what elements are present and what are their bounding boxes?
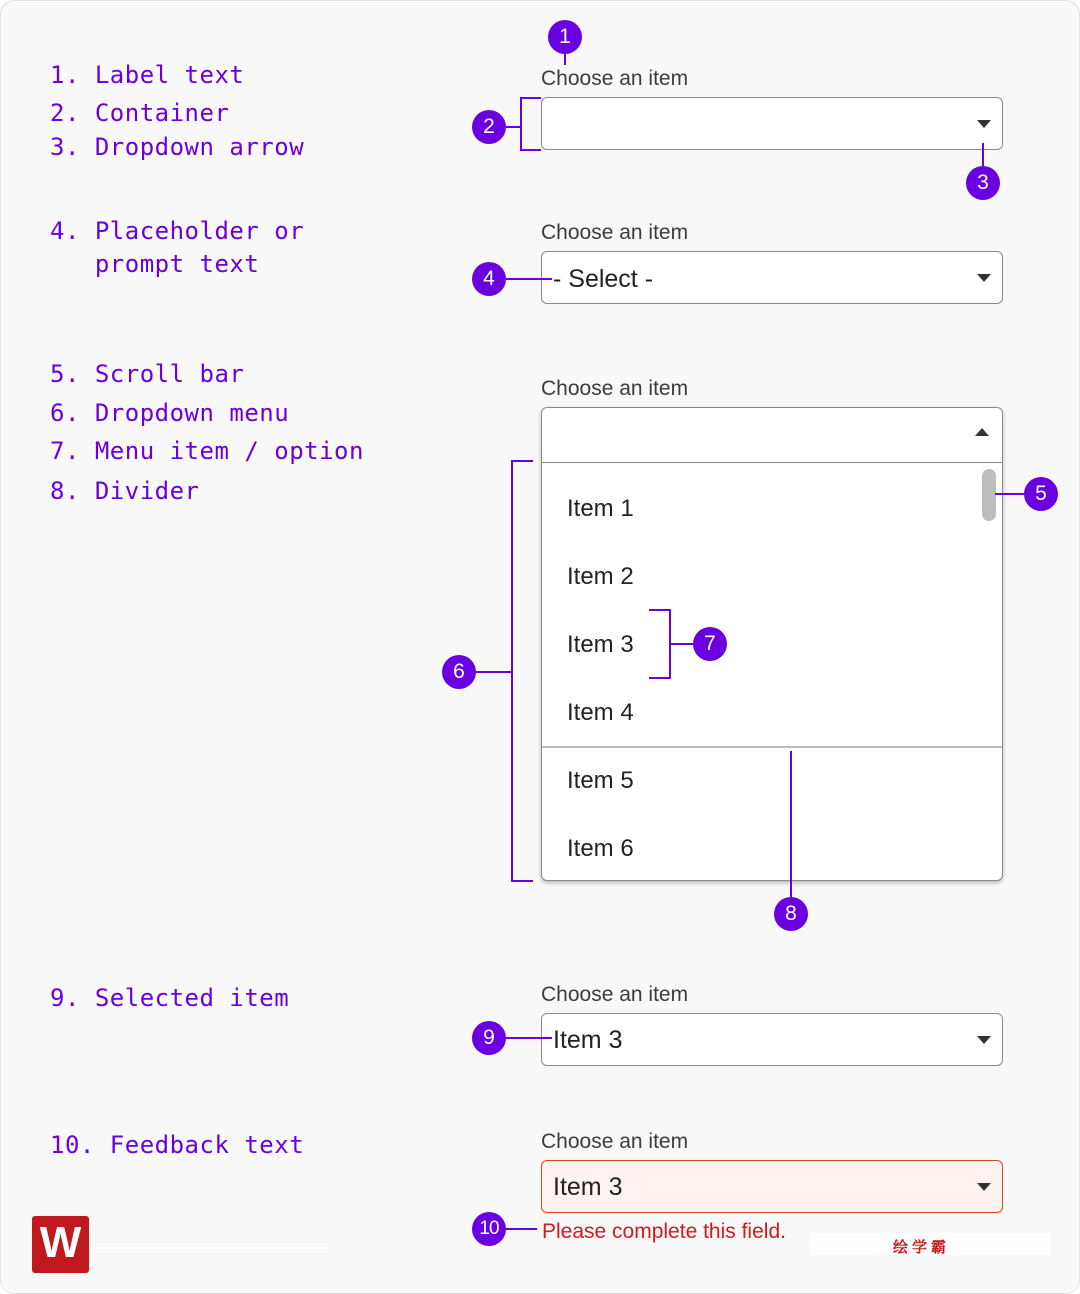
- callout-4: 4: [472, 262, 506, 296]
- callout-1: 1: [548, 20, 582, 54]
- dropdown-arrow-icon: [977, 1036, 991, 1044]
- menu-item-5[interactable]: Item 5: [567, 767, 634, 794]
- dropdown-arrow-up-icon: [975, 428, 989, 436]
- watermark-rule-left: [96, 1247, 329, 1249]
- field-label-4: Choose an item: [541, 983, 689, 1006]
- callout-8: 8: [774, 897, 808, 931]
- callout-6-bracket: [511, 460, 513, 882]
- feedback-text: Please complete this field.: [542, 1220, 786, 1243]
- dropdown-arrow-icon: [977, 120, 991, 128]
- dropdown-error[interactable]: [541, 1160, 1003, 1213]
- dropdown-open-header[interactable]: [542, 408, 1002, 463]
- error-item-text: Item 3: [553, 1173, 623, 1201]
- callout-9-leader: [506, 1037, 552, 1039]
- callout-2-bracket-top: [520, 97, 541, 99]
- dropdown-menu: [541, 407, 1003, 881]
- callout-8-leader: [790, 751, 792, 897]
- scroll-bar[interactable]: [982, 469, 996, 521]
- dropdown-selected[interactable]: [541, 1013, 1003, 1066]
- callout-7-bracket: [669, 609, 671, 679]
- watermark-logo-letter: W: [39, 1218, 82, 1267]
- legend-dropdown-arrow: 3. Dropdown arrow: [50, 133, 305, 161]
- callout-6-bracket-top: [511, 460, 533, 462]
- callout-3-leader: [982, 143, 984, 166]
- field-label-1: Choose an item: [541, 67, 689, 90]
- menu-divider: [542, 746, 1002, 748]
- callout-6-leader: [476, 671, 511, 673]
- callout-7: 7: [693, 627, 727, 661]
- callout-5: 5: [1024, 477, 1058, 511]
- field-label-2: Choose an item: [541, 221, 689, 244]
- field-label-3: Choose an item: [541, 377, 689, 400]
- callout-1-leader: [564, 54, 566, 65]
- callout-10: 10: [472, 1212, 506, 1246]
- watermark-badge: 绘学霸: [893, 1239, 951, 1256]
- callout-3: 3: [966, 166, 1000, 200]
- callout-6-bracket-bottom: [511, 880, 533, 882]
- legend-menu-item: 7. Menu item / option: [50, 437, 364, 465]
- callout-2: 2: [472, 110, 506, 144]
- dropdown-arrow-icon: [977, 274, 991, 282]
- legend-feedback-text: 10. Feedback text: [50, 1131, 305, 1159]
- menu-item-6[interactable]: Item 6: [567, 835, 634, 862]
- callout-6: 6: [442, 655, 476, 689]
- callout-7-bracket-top: [649, 609, 670, 611]
- callout-2-bracket-bottom: [520, 149, 541, 151]
- callout-7-bracket-bottom: [649, 677, 670, 679]
- watermark-logo: [32, 1216, 89, 1273]
- dropdown-placeholder[interactable]: [541, 251, 1003, 304]
- dropdown-arrow-icon: [977, 1183, 991, 1191]
- menu-item-1[interactable]: Item 1: [567, 495, 634, 522]
- callout-7-leader: [669, 643, 693, 645]
- selected-item-text: Item 3: [553, 1026, 623, 1054]
- callout-5-leader: [995, 493, 1024, 495]
- legend-container: 2. Container: [50, 99, 230, 127]
- menu-item-4[interactable]: Item 4: [567, 699, 634, 726]
- menu-item-2[interactable]: Item 2: [567, 563, 634, 590]
- field-label-5: Choose an item: [541, 1130, 689, 1153]
- legend-divider: 8. Divider: [50, 477, 200, 505]
- legend-scroll-bar: 5. Scroll bar: [50, 360, 245, 388]
- legend-label-text: 1. Label text: [50, 61, 245, 89]
- callout-10-leader: [506, 1228, 537, 1230]
- callout-9: 9: [472, 1021, 506, 1055]
- menu-item-3[interactable]: Item 3: [567, 631, 634, 658]
- callout-2-leader: [506, 126, 520, 128]
- legend-dropdown-menu: 6. Dropdown menu: [50, 399, 290, 427]
- legend-selected-item: 9. Selected item: [50, 984, 290, 1012]
- callout-4-leader: [506, 278, 552, 280]
- callout-2-bracket: [520, 97, 522, 151]
- legend-placeholder: 4. Placeholder or prompt text: [50, 217, 305, 278]
- dropdown-empty[interactable]: [541, 97, 1003, 150]
- placeholder-text: - Select -: [553, 265, 654, 293]
